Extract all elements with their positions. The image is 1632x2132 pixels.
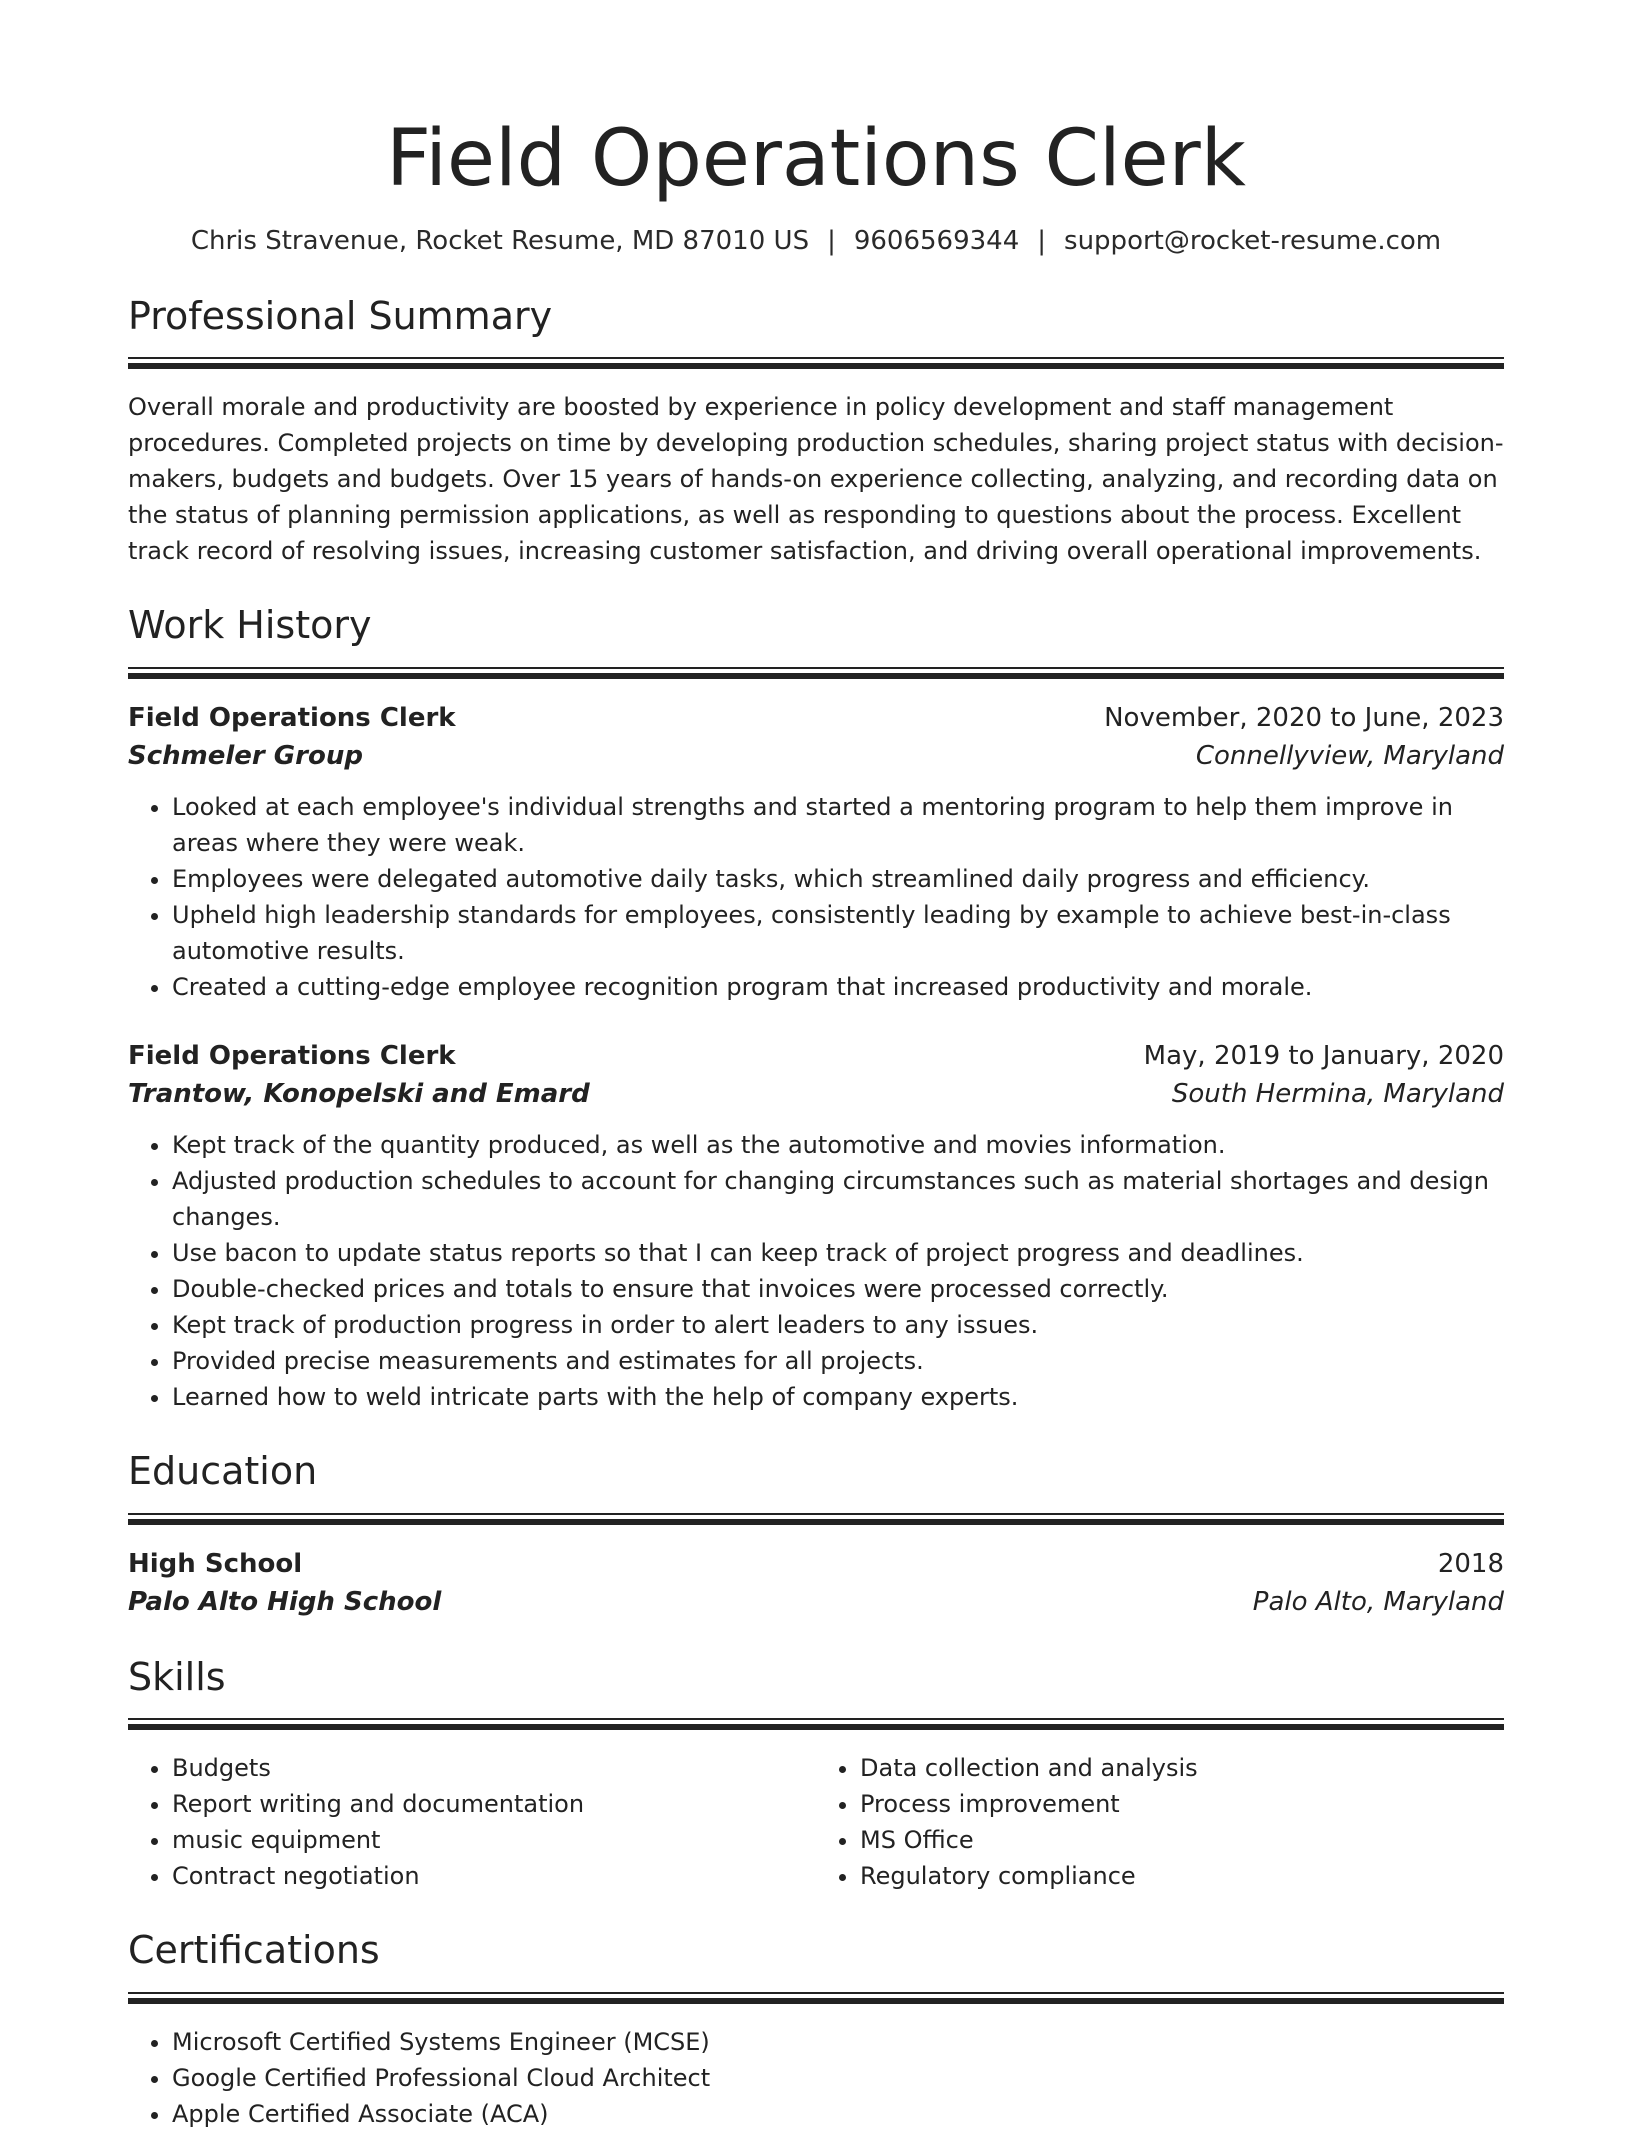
job-dates: May, 2019 to January, 2020	[1143, 1040, 1504, 1071]
section-divider	[128, 357, 1504, 369]
job-company: Trantow, Konopelski and Emard	[128, 1078, 590, 1109]
contact-separator: |	[1037, 226, 1047, 257]
job-title: Field Operations Clerk	[128, 1040, 456, 1071]
job-header	[128, 1037, 1504, 1075]
job-location: South Hermina, Maryland	[1171, 1078, 1504, 1109]
job-bullets	[128, 789, 1504, 1005]
section-title-education: Education	[128, 1448, 318, 1493]
job-company: Schmeler Group	[128, 740, 363, 771]
list-item: • Adjusted production schedules to account for changing circumstances such as material shortages and design changes.	[172, 1163, 1504, 1235]
skills-list-left	[128, 1750, 816, 1894]
section-title-skills: Skills	[128, 1654, 226, 1699]
list-item: • Provided precise measurements and estimates for all projects.	[172, 1343, 1504, 1379]
list-item: • Looked at each employee's individual strengths and started a mentoring program to help them improve in areas where they were weak.	[172, 789, 1504, 861]
skills-grid	[128, 1750, 1504, 1894]
section-title-work: Work History	[128, 603, 372, 648]
job-title: Field Operations Clerk	[128, 702, 456, 733]
job-subheader	[128, 1075, 1504, 1113]
list-item: • Google Certified Professional Cloud Architect	[172, 2060, 1504, 2096]
education-header	[128, 1545, 1504, 1583]
list-item: • Budgets	[172, 1750, 816, 1786]
contact-separator: |	[827, 226, 836, 257]
section-divider	[128, 667, 1504, 679]
list-item: • Created a cutting-edge employee recognition program that increased productivity and morale.	[172, 969, 1504, 1005]
job-entry	[128, 1037, 1504, 1415]
job-dates: November, 2020 to June, 2023	[1104, 702, 1504, 733]
job-subheader	[128, 737, 1504, 775]
list-item: • Upheld high leadership standards for employees, consistently leading by example to achieve best-in-class automotive results.	[172, 897, 1504, 969]
section-title-summary: Professional Summary	[128, 293, 553, 338]
job-location: Connellyview, Maryland	[1195, 740, 1504, 771]
list-item: • Microsoft Certified Systems Engineer (MCSE)	[172, 2024, 1504, 2060]
contact-phone: 9606569344	[853, 226, 1020, 257]
list-item: • Learned how to weld intricate parts with the help of company experts.	[172, 1379, 1504, 1415]
skills-list-right	[816, 1750, 1504, 1894]
list-item: • Kept track of the quantity produced, as well as the automotive and movies information.	[172, 1127, 1504, 1163]
list-item: • Double-checked prices and totals to ensure that invoices were processed correctly.	[172, 1271, 1504, 1307]
education-school: Palo Alto High School	[128, 1586, 442, 1617]
education-subheader	[128, 1583, 1504, 1621]
list-item: • Contract negotiation	[172, 1858, 816, 1894]
certifications-list	[128, 2024, 1504, 2132]
list-item: • Process improvement	[860, 1786, 1504, 1822]
contact-email: support@rocket-resume.com	[1064, 226, 1442, 257]
contact-line	[128, 223, 1504, 259]
list-item: • Data collection and analysis	[860, 1750, 1504, 1786]
summary-text: Overall morale and productivity are boosted by experience in policy development and staff management procedures. Completed projects on time by developing production schedules, sharing project status with decision-makers, budgets and budgets. Over 15 years of hands-on experience collecting, analyzing, and recording data on the status of planning permission applications, as well as responding to questions about the process. Excellent track record of resolving issues, increasing customer satisfaction, and driving overall operational improvements.	[128, 393, 1504, 566]
section-divider	[128, 1992, 1504, 2004]
list-item: • Use bacon to update status reports so that I can keep track of project progress and deadlines.	[172, 1235, 1504, 1271]
list-item: • Kept track of production progress in order to alert leaders to any issues.	[172, 1307, 1504, 1343]
education-degree: High School	[128, 1548, 303, 1579]
contact-address: Chris Stravenue, Rocket Resume, MD 87010 US	[190, 226, 810, 257]
list-item: • Regulatory compliance	[860, 1858, 1504, 1894]
job-entry	[128, 699, 1504, 1005]
job-bullets	[128, 1127, 1504, 1415]
education-location: Palo Alto, Maryland	[1252, 1586, 1504, 1617]
list-item: • Employees were delegated automotive daily tasks, which streamlined daily progress and efficiency.	[172, 861, 1504, 897]
list-item: • Report writing and documentation	[172, 1786, 816, 1822]
list-item: • Apple Certified Associate (ACA)	[172, 2096, 1504, 2132]
section-divider	[128, 1513, 1504, 1525]
job-header	[128, 699, 1504, 737]
resume-name: Field Operations Clerk	[386, 114, 1246, 204]
list-item: • music equipment	[172, 1822, 816, 1858]
list-item: • MS Office	[860, 1822, 1504, 1858]
education-year: 2018	[1437, 1548, 1504, 1579]
section-title-certifications: Certifications	[128, 1928, 380, 1973]
section-divider	[128, 1718, 1504, 1730]
